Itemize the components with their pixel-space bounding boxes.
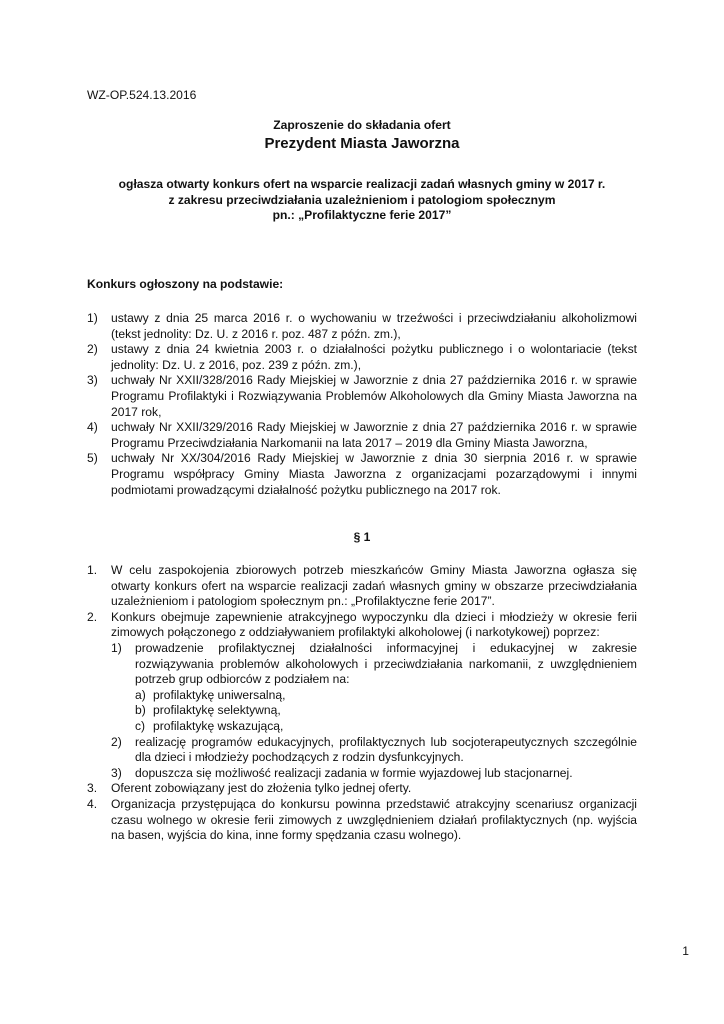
list-number: 5) xyxy=(87,451,98,466)
section-1-list xyxy=(87,563,637,844)
list-number: 1) xyxy=(87,311,98,325)
list-number: 3) xyxy=(87,373,98,388)
list-text: ustawy z dnia 24 kwietnia 2003 r. o działalności pożytku publicznego i o wolontariacie (tekst jednolity: Dz. U. z 2016, poz. 239 z późn. zm.), xyxy=(111,342,637,372)
list-number: 2. xyxy=(87,609,98,624)
list-number: 1. xyxy=(87,563,98,577)
basis-title: Konkurs ogłoszony na podstawie: xyxy=(87,277,284,291)
announcement-line: ogłasza otwarty konkurs ofert na wsparcie realizacji zadań własnych gminy w 2017 r. xyxy=(118,177,606,191)
sub-list-item xyxy=(111,641,637,735)
sub-list-item xyxy=(111,735,637,766)
sub-list xyxy=(111,641,637,781)
list-item xyxy=(87,563,637,610)
announcement-line: pn.: „Profilaktyczne ferie 2017” xyxy=(272,208,452,223)
legal-basis-list xyxy=(87,311,637,498)
list-text: Organizacja przystępująca do konkursu powinna przedstawić atrakcyjny scenariusz organizacji czasu wolnego w okresie ferii zimowych z uwzględnieniem działań profilaktycznych (np. wyjścia na basen, wyjścia do kina, inne formy spędzania czasu wolnego). xyxy=(111,796,637,843)
list-item xyxy=(87,420,637,451)
list-item xyxy=(87,342,637,373)
list-text: Oferent zobowiązany jest do złożenia tylko jednej oferty. xyxy=(111,781,412,796)
sub-sub-list-item xyxy=(135,688,637,704)
list-text: Konkurs obejmuje zapewnienie atrakcyjnego wypoczynku dla dzieci i młodzieży w okresie ferii zimowych połączonego z oddziaływaniem profilaktyki alkoholowej (i narkotykowej) poprzez: xyxy=(111,609,637,640)
list-item xyxy=(87,610,637,782)
sub-sub-list xyxy=(135,688,637,735)
list-number: 4) xyxy=(87,420,98,435)
announcement-line: z zakresu przeciwdziałania uzależnieniom i patologiom społecznym xyxy=(168,192,556,207)
list-text: profilaktykę wskazującą, xyxy=(153,718,284,733)
list-number: 4. xyxy=(87,796,98,811)
list-text: profilaktykę selektywną, xyxy=(153,703,281,718)
page-number: 1 xyxy=(682,944,689,958)
sub-sub-list-item xyxy=(135,719,637,735)
list-letter: c) xyxy=(135,718,146,733)
list-text: profilaktykę uniwersalną, xyxy=(153,687,286,702)
list-text: W celu zaspokojenia zbiorowych potrzeb mieszkańców Gminy Miasta Jaworzna ogłasza się otwarty konkurs ofert na wsparcie realizacji zadań własnych gminy w obszarze przeciwdziałania uzależnieniom i patologiom społecznym pn.: „Profilaktyczne ferie 2017”. xyxy=(111,563,637,609)
list-text: ustawy z dnia 25 marca 2016 r. o wychowaniu w trzeźwości i przeciwdziałaniu alkoholizmowi (tekst jednolity: Dz. U. z 2016 r. poz. 487 z późn. zm.), xyxy=(111,311,637,341)
list-text: dopuszcza się możliwość realizacji zadania w formie wyjazdowej lub stacjonarnej. xyxy=(135,765,573,780)
list-text: uchwały Nr XXII/329/2016 Rady Miejskiej w Jaworznie z dnia 27 października 2016 r. w sprawie Programu Przeciwdziałania Narkomanii na lata 2017 – 2019 dla Gminy Miasta Jaworzna, xyxy=(111,420,637,450)
list-text: uchwały Nr XX/304/2016 Rady Miejskiej w Jaworznie z dnia 30 sierpnia 2016 r. w sprawie Programu współpracy Gminy Miasta Jaworzna z organizacjami pozarządowymi i innymi podmiotami prowadzącymi działalność pożytku publicznego na 2017 rok. xyxy=(111,451,637,497)
list-text: uchwały Nr XXII/328/2016 Rady Miejskiej w Jaworznie z dnia 27 października 2016 r. w sprawie Programu Profilaktyki i Rozwiązywania Problemów Alkoholowych dla Gminy Miasta Jaworzna na 2017 rok, xyxy=(111,373,637,419)
list-letter: b) xyxy=(135,703,146,718)
list-text: realizację programów edukacyjnych, profilaktycznych lub socjoterapeutycznych szczególnie dla dzieci i młodzieży pochodzących z rodzin dysfunkcyjnych. xyxy=(135,734,637,765)
list-number: 2) xyxy=(111,734,122,749)
heading-issuer: Prezydent Miasta Jaworzna xyxy=(264,135,460,152)
list-number: 3. xyxy=(87,781,98,796)
sub-list-item xyxy=(111,766,637,782)
list-item xyxy=(87,373,637,420)
list-number: 1) xyxy=(111,640,122,655)
heading-invitation: Zaproszenie do składania ofert xyxy=(273,118,451,132)
list-item xyxy=(87,797,637,844)
list-letter: a) xyxy=(135,687,146,702)
announcement-block xyxy=(0,177,724,224)
list-number: 3) xyxy=(111,765,122,780)
section-heading: § 1 xyxy=(353,530,371,544)
list-number: 2) xyxy=(87,342,98,357)
reference-number: WZ-OP.524.13.2016 xyxy=(87,88,197,102)
list-item xyxy=(87,451,637,498)
sub-sub-list-item xyxy=(135,703,637,719)
list-text: prowadzenie profilaktycznej działalności informacyjnej i edukacyjnej w zakresie rozwiązywania problemów alkoholowych i przeciwdziałania narkomanii, z uwzględnieniem potrzeb grup odbiorców z podziałem na: xyxy=(135,640,637,687)
list-item xyxy=(87,781,637,797)
list-item xyxy=(87,311,637,342)
